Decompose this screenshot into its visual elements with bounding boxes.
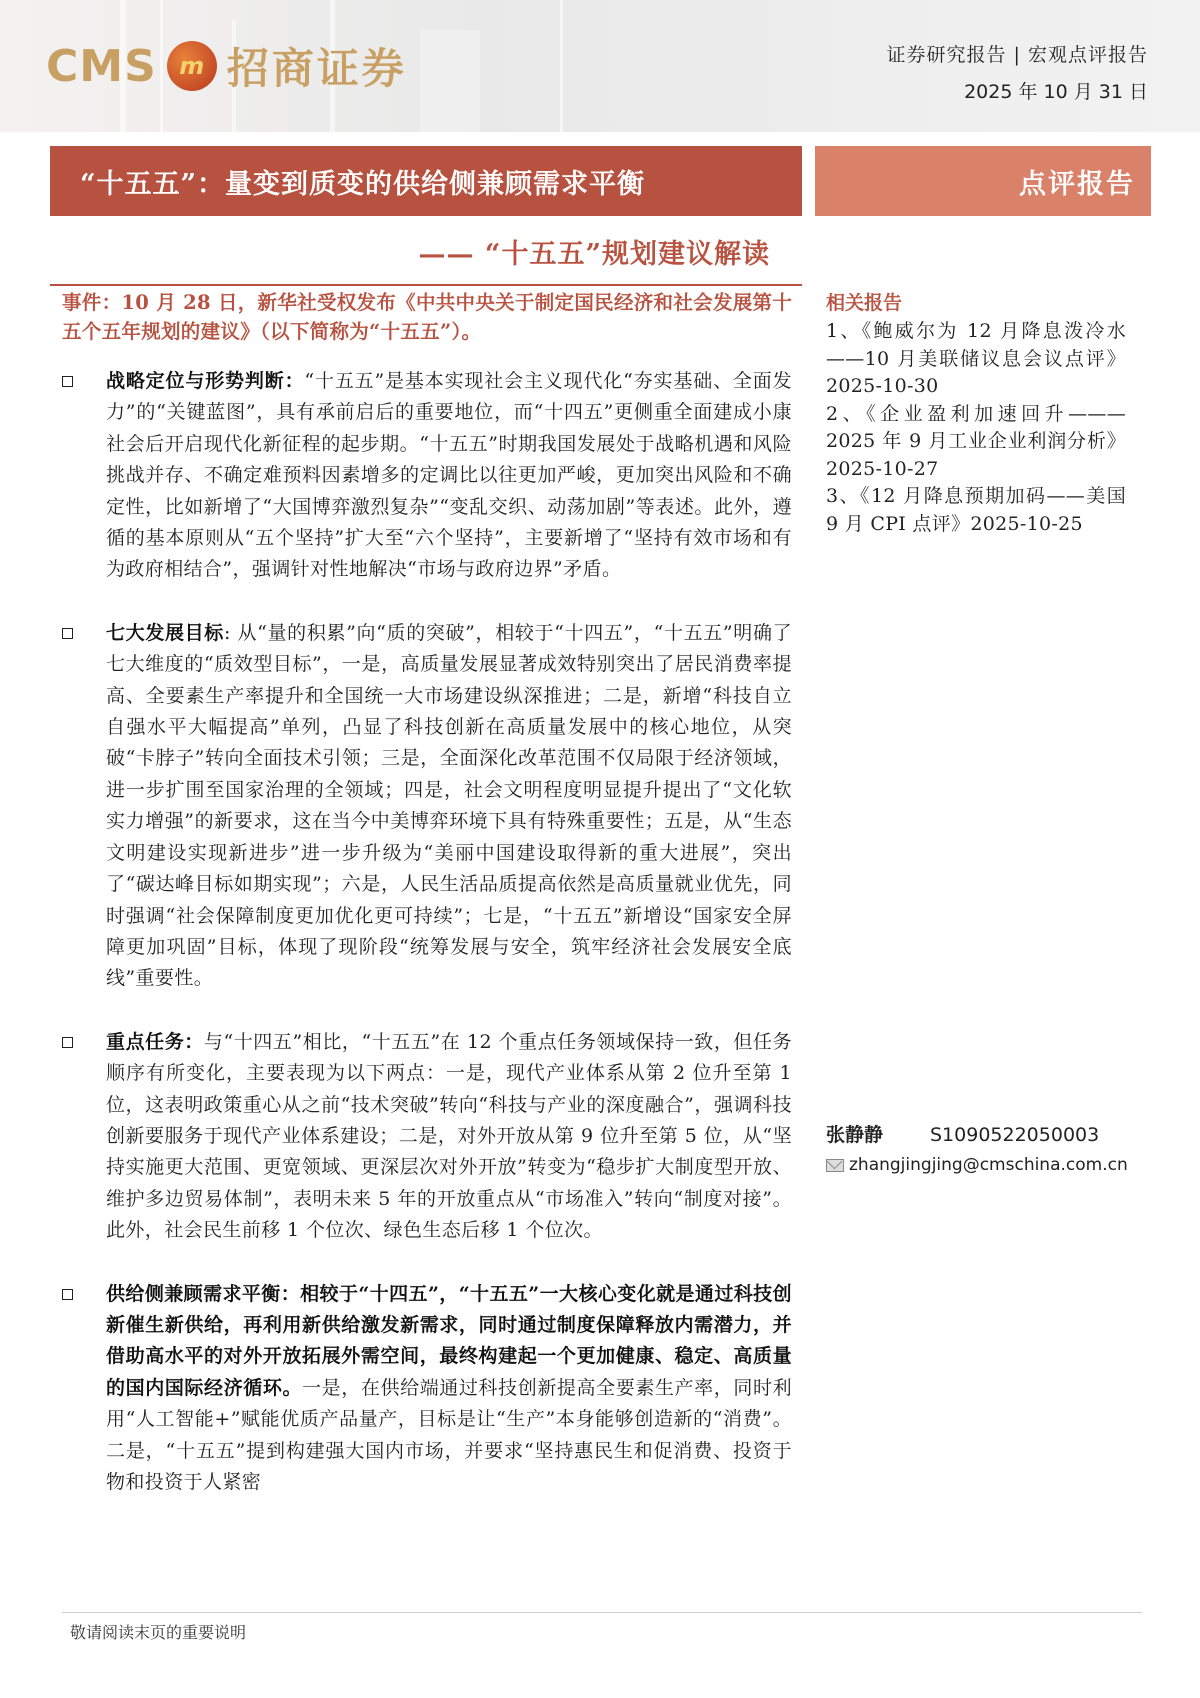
section-seven-goals (62, 618, 792, 995)
logo-cn-text: 招商证券 (226, 44, 407, 93)
analyst-email[interactable]: zhangjingjing@cmschina.com.cn (849, 1155, 1128, 1175)
related-report-item[interactable]: 3、《12 月降息预期加码——美国 9 月 CPI 点评》2025-10-25 (826, 485, 1126, 535)
section-key-tasks (62, 1027, 792, 1247)
section-heading: 供给侧兼顾需求平衡： (106, 1282, 301, 1305)
report-date: 2025 年 10 月 31 日 (964, 81, 1148, 103)
title-banner (50, 146, 802, 216)
related-report-item[interactable]: 2、《企业盈利加速回升———2025 年 9 月工业企业利润分析》2025-10-27 (826, 402, 1126, 480)
section-text: “十五五”是基本实现社会主义现代化“夯实基础、全面发力”的“关键蓝图”，具有承前启后的重要地位，而“十四五”更侧重全面建成小康社会后开启现代化新征程的起步期。“十五五”时期我国发展处于战略机遇和风险挑战并存、不确定难预料因素增多的定调比以往更加严峻，更加突出风险和不确定性，比如新增了“大国博弈激烈复杂”“变乱交织、动荡加剧”等表述。此外，遵循的基本原则从“五个坚持”扩大至“六个坚持”，主要新增了“坚持有效市场和有为政府相结合”，强调针对性地解决“市场与政府边界”矛盾。 (106, 370, 792, 581)
related-reports (826, 288, 1126, 538)
report-subtitle: —— “十五五”规划建议解读 (418, 239, 770, 270)
main-content (62, 366, 792, 1530)
section-bold-text: 相较于“十四五”，“十五五”一大核心变化就是通过科技创新催生新供给，再利用新供给激发新需求，同时通过制度保障释放内需潜力，并借助高水平的对外开放拓展外需空间，最终构建起一个更加健康、稳定、高质量的国内国际经济循环。 (106, 1282, 792, 1399)
page-header (0, 0, 1200, 132)
footer-note: 敬请阅读末页的重要说明 (70, 1623, 247, 1642)
report-meta (887, 40, 1148, 104)
section-text: 一是，在供给端通过科技创新提高全要素生产率，同时利用“人工智能+”赋能优质产品量产，目标是让“生产”本身能够创造新的“消费”。二是，“十五五”提到构建强大国内市场，并要求“坚持惠民生和促消费、投资于物和投资于人紧密 (106, 1376, 792, 1493)
square-bullet-icon (62, 1289, 73, 1300)
section-heading: 战略定位与形势判断： (106, 370, 305, 392)
square-bullet-icon (62, 376, 73, 387)
analyst-name: 张静静 (826, 1124, 884, 1146)
report-tag-banner (815, 146, 1151, 216)
section-heading: 七大发展目标 (106, 621, 224, 644)
analyst-license-id: S1090522050003 (930, 1124, 1100, 1146)
report-title: “十五五”：量变到质变的供给侧兼顾需求平衡 (80, 168, 646, 200)
event-summary: 事件：10 月 28 日，新华社受权发布《中共中央关于制定国民经济和社会发展第十五个五年规划的建议》（以下简称为“十五五”）。 (62, 291, 793, 343)
report-type: 证券研究报告 | 宏观点评报告 (886, 44, 1148, 66)
square-bullet-icon (62, 1037, 73, 1048)
section-strategic-positioning (62, 366, 792, 586)
related-report-item[interactable]: 1、《鲍威尔为 12 月降息泼冷水——10 月美联储议息会议点评》2025-10-30 (826, 320, 1126, 397)
section-supply-demand-balance (62, 1279, 792, 1499)
square-bullet-icon (62, 628, 73, 639)
logo-mark-icon: m (167, 41, 217, 91)
company-logo (46, 38, 407, 94)
footer-divider (62, 1612, 1142, 1613)
logo-cms-text: CMS (46, 40, 157, 92)
section-text: 与“十四五”相比，“十五五”在 12 个重点任务领域保持一致，但任务顺序有所变化，主要表现为以下两点：一是，现代产业体系从第 2 位升至第 1 位，这表明政策重心从之前“技术突破”转向“科技与产业的深度融合”，强调科技创新要服务于现代产业体系建设；二是，对外开放从第 9 位升至第 5 位，从“坚持实施更大范围、更宽领域、更深层次对外开放”转变为“稳步扩大制度型开放、维护多边贸易体制”，表明未来 5 年的开放重点从“市场准入”转向“制度对接”。此外，社会民生前移 1 个位次、绿色生态后移 1 个位次。 (106, 1030, 792, 1242)
section-heading: 重点任务： (106, 1030, 204, 1053)
analyst-info (826, 1120, 1166, 1175)
report-tag: 点评报告 (1019, 168, 1135, 200)
title-divider (50, 284, 802, 286)
related-reports-title: 相关报告 (826, 292, 903, 314)
section-text: : 从“量的积累”向“质的突破”，相较于“十四五”，“十五五”明确了七大维度的“质效型目标”，一是，高质量发展显著成效特别突出了居民消费率提高、全要素生产率提升和全国统一大市场建设纵深推进；二是，新增“科技自立自强水平大幅提高”单列，凸显了科技创新在高质量发展中的核心地位，从突破“卡脖子”转向全面技术引领；三是，全面深化改革范围不仅局限于经济领域，进一步扩围至国家治理的全领域；四是，社会文明程度明显提升提出了“文化软实力增强”的新要求，这在当今中美博弈环境下具有特殊重要性；五是，从“生态文明建设实现新进步”进一步升级为“美丽中国建设取得新的重大进展”，突出了“碳达峰目标如期实现”；六是，人民生活品质提高依然是高质量就业优先，同时强调“社会保障制度更加优化更可持续”；七是，“十五五”新增设“国家安全屏障更加巩固”目标，体现了现阶段“统筹发展与安全，筑牢经济社会发展安全底线”重要性。 (106, 621, 793, 990)
mail-icon (826, 1159, 844, 1172)
